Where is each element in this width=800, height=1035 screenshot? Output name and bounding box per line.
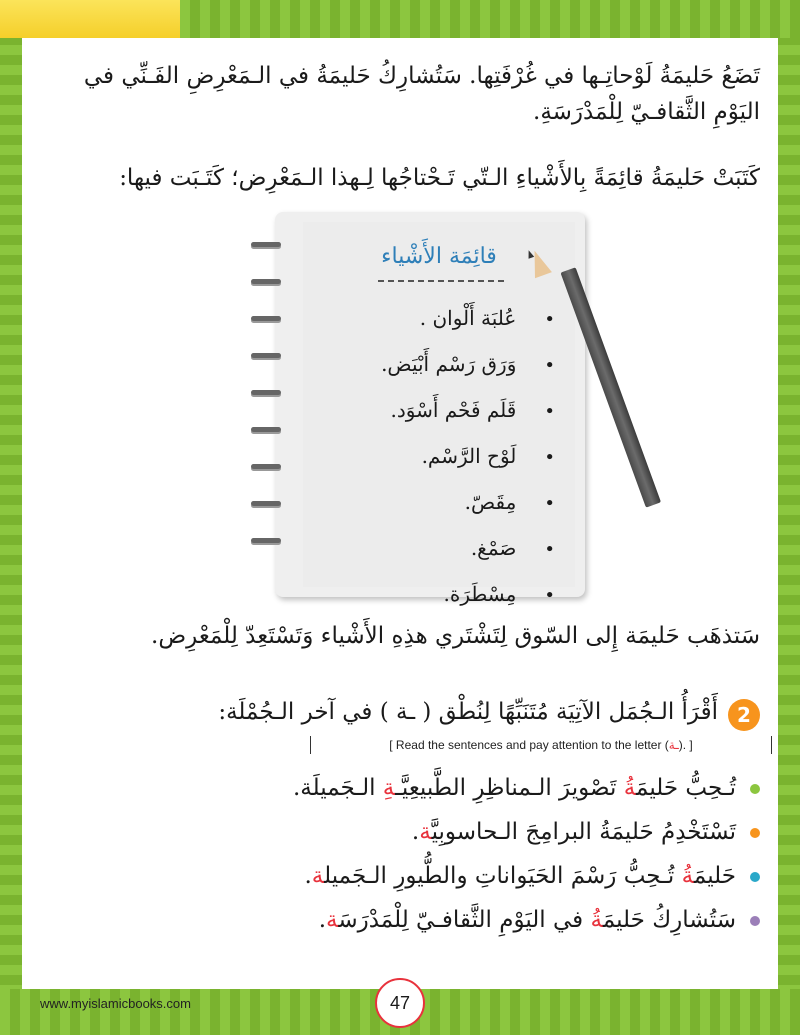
notebook-item: • مِسْطَرَة. bbox=[325, 572, 555, 618]
sentence-text: . bbox=[318, 907, 326, 933]
spiral-ring bbox=[251, 427, 281, 432]
highlighted-ta-marbuta: ةِ bbox=[382, 775, 396, 801]
sentence-text: تُـحِبُّ رَسْمَ الحَيَواناتِ والطُّيورِ الـجَميل bbox=[324, 863, 682, 889]
header-yellow-band bbox=[0, 0, 180, 38]
page-number: 47 bbox=[375, 978, 425, 1028]
exercise-sentence bbox=[40, 854, 760, 898]
notebook-items bbox=[325, 296, 555, 618]
top-header-bar bbox=[0, 0, 800, 38]
list-intro-paragraph: كَتَبَتْ حَليمَةُ قائِمَةً بِالأَشْياءِ الـتّي تَـحْتاجُها لِـهذا الـمَعْرِض؛ كَتَـبَت فيها: bbox=[119, 165, 760, 191]
spiral-rings bbox=[251, 242, 291, 575]
spiral-ring bbox=[251, 316, 281, 321]
bullet-dot-icon bbox=[750, 784, 760, 794]
left-border-stripe bbox=[0, 38, 22, 1035]
footer-website-url: www.myislamicbooks.com bbox=[40, 996, 191, 1011]
exercise-sentence bbox=[40, 810, 760, 854]
highlighted-ta-marbuta: ة bbox=[311, 863, 325, 889]
notebook-item: • مِقَصّ. bbox=[325, 480, 555, 526]
hint-text-before: [ Read the sentences and pay attention to the letter ( bbox=[389, 738, 669, 752]
exercise-sentence bbox=[40, 898, 760, 942]
sentence-text: في اليَوْمِ الثَّقافـيّ لِلْمَدْرَسَ bbox=[338, 907, 591, 933]
hint-text-after: ). ] bbox=[678, 738, 693, 752]
highlighted-ta-marbuta: ة bbox=[419, 819, 432, 845]
spiral-ring bbox=[251, 538, 281, 543]
highlighted-ta-marbuta: ةُ bbox=[590, 907, 603, 933]
notebook-item: • عُلبَة أَلْوان . bbox=[325, 296, 555, 342]
highlighted-ta-marbuta: ة bbox=[326, 907, 339, 933]
notebook-title-underline bbox=[378, 280, 508, 282]
bullet-dot-icon bbox=[750, 828, 760, 838]
spiral-ring bbox=[251, 501, 281, 506]
notebook-item: • وَرَق رَسْم أَبْيَض. bbox=[325, 342, 555, 388]
sentence-text: . bbox=[304, 863, 312, 889]
highlighted-ta-marbuta: ةُ bbox=[623, 775, 637, 801]
exercise-sentences bbox=[40, 766, 760, 942]
sentence-text: تَسْتَخْدِمُ حَليمَةُ البرامِجَ الـحاسوبِيَّ bbox=[431, 819, 736, 845]
sentence-text: حَليمَ bbox=[693, 863, 736, 889]
exercise-hint bbox=[310, 736, 772, 754]
spiral-ring bbox=[251, 390, 281, 395]
spiral-ring bbox=[251, 242, 281, 247]
right-border-stripe bbox=[778, 38, 800, 1035]
bullet-dot-icon bbox=[750, 872, 760, 882]
spiral-ring bbox=[251, 353, 281, 358]
notebook-title: قائِمَة الأَشْياء bbox=[381, 244, 497, 269]
notebook-item: • قَلَم فَحْم أَسْوَد. bbox=[325, 388, 555, 434]
sentence-text: . bbox=[411, 819, 420, 845]
sentence-text: الـجَميلَة. bbox=[293, 775, 383, 801]
spiral-ring bbox=[251, 279, 281, 284]
sentence-text: تُـحِبُّ حَليمَ bbox=[636, 775, 736, 801]
notebook-item: • صَمْغ. bbox=[325, 526, 555, 572]
exercise-sentence bbox=[40, 766, 760, 810]
highlighted-ta-marbuta: ةُ bbox=[681, 863, 694, 889]
exercise-number-badge: 2 bbox=[728, 699, 760, 731]
header-green-band bbox=[180, 0, 800, 38]
sentence-text: تَصْويرَ الـمناظِرِ الطَّبيعِيَّـ bbox=[395, 775, 624, 801]
notebook-item: • لَوْح الرَّسْم. bbox=[325, 434, 555, 480]
intro-paragraph: تَضَعُ حَليمَةُ لَوْحاتِـها في غُرْفَتِها. سَتُشارِكُ حَليمَةُ في الـمَعْرِضِ الفَـنِّي في اليَوْمِ الثَّقافـيّ لِلْمَدْرَسَةِ. bbox=[83, 63, 760, 125]
bullet-dot-icon bbox=[750, 916, 760, 926]
spiral-ring bbox=[251, 464, 281, 469]
hint-letter: ـة bbox=[668, 738, 679, 752]
sentence-text: سَتُشارِكُ حَليمَ bbox=[602, 907, 736, 933]
exercise-title: أَقْرَأُ الـجُمَل الآتِيَة مُتَنَبِّهًا لِنُطْق ( ـة ) في آخر الـجُمْلَة: bbox=[218, 699, 718, 725]
closing-paragraph: سَتذهَب حَليمَة إِلى السّوق لِتَشْتَري هذِهِ الأَشْياء وَتَسْتَعِدّ لِلْمَعْرِض. bbox=[151, 623, 760, 649]
